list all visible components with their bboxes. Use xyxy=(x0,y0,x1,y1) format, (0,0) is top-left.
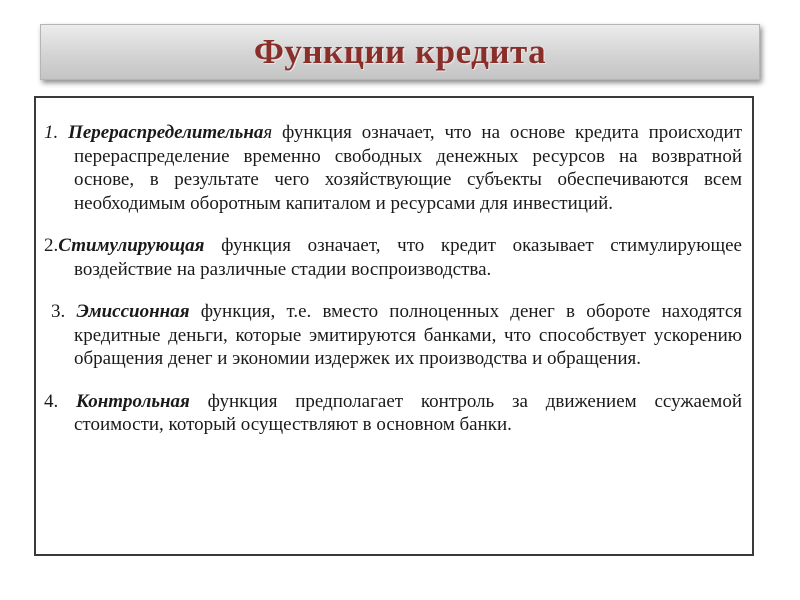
list-item-stimulating xyxy=(44,234,742,281)
list-item-emission xyxy=(44,300,742,371)
slide-title: Функции кредита xyxy=(253,32,547,71)
item-number: 2. xyxy=(44,235,59,256)
title-banner xyxy=(40,24,760,80)
item-term: Эмиссионная xyxy=(76,301,190,322)
item-term: Стимулирующая xyxy=(58,235,205,256)
content-box xyxy=(34,96,754,556)
item-text: функция, т.е. вместо полноценных денег в обороте находятся кредитные деньги, которые эмитируются банками, что способствует ускорению обращения денег и экономии издержек их производства и обращения. xyxy=(74,301,743,369)
item-number: 1. xyxy=(44,122,59,143)
item-text: функция означает, что кредит оказывает стимулирующее воздействие на различные стадии воспроизводства. xyxy=(74,235,742,280)
item-text: функция предполагает контроль за движением ссужаемой стоимости, который осуществляют в основном банки. xyxy=(74,390,742,435)
list-item-control xyxy=(44,390,742,437)
item-number: 4. xyxy=(44,390,59,412)
item-term-bold-part: Перераспределительна xyxy=(68,122,264,143)
list-item-redistributive xyxy=(44,121,742,215)
item-term-end: я xyxy=(263,122,273,143)
item-term: Контрольная xyxy=(76,390,190,412)
item-term xyxy=(68,122,263,143)
item-text: функция означает, что на основе кредита происходит перераспределение временно свободных денежных ресурсов на возвратной основе, в результате чего хозяйствующие субъекты обеспечиваются всем необходимым оборотным капиталом и ресурсами для инвестиций. xyxy=(74,122,742,214)
item-number: 3. xyxy=(51,301,66,322)
